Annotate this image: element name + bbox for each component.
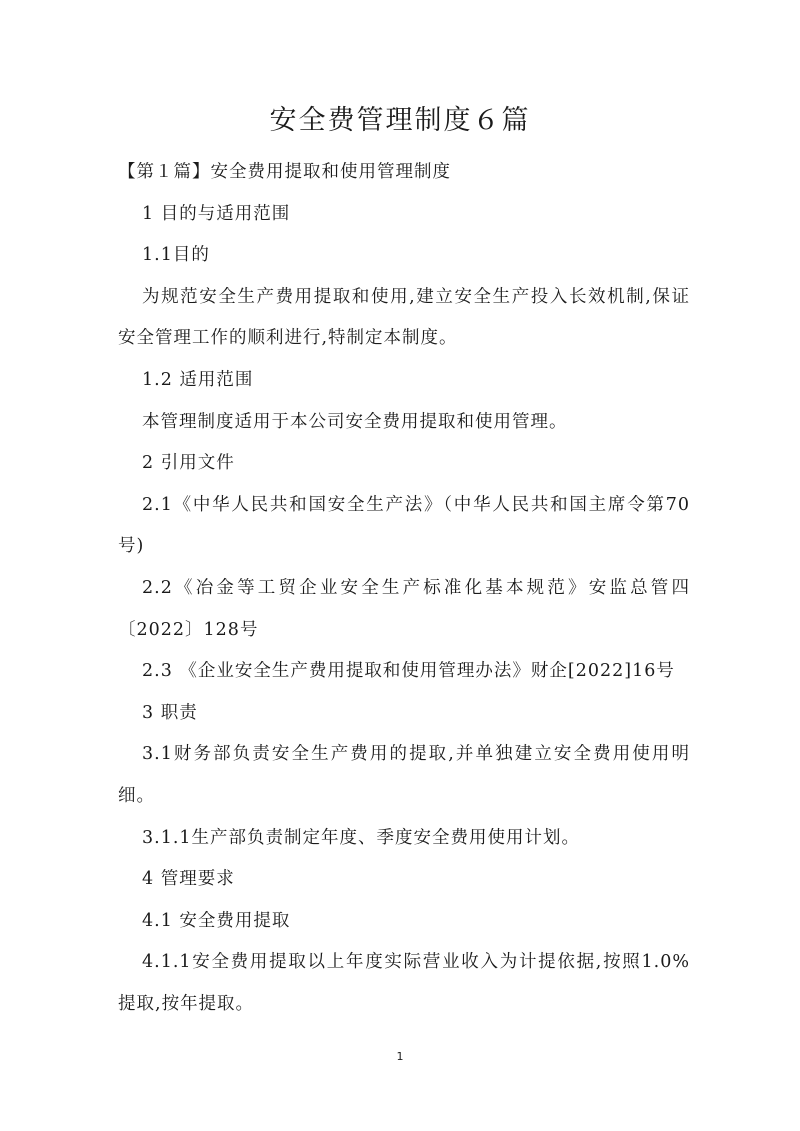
paragraph-duty-3-1-1: 3.1.1生产部负责制定年度、季度安全费用使用计划。 xyxy=(142,827,581,848)
paragraph-heading-4: 4 管理要求 xyxy=(142,869,235,890)
paragraph-heading-1-2: 1.2 适用范围 xyxy=(142,369,254,390)
document-title: 安全费管理制度６篇 xyxy=(269,105,531,136)
paragraph-duty-3-1: 3.1财务部负责安全生产费用的提取,并单独建立安全费用使用明细。 xyxy=(118,744,690,806)
paragraph-purpose: 为规范安全生产费用提取和使用,建立安全生产投入长效机制,保证安全管理工作的顺利进行,特制定本制度。 xyxy=(118,286,690,349)
paragraph-heading-1: 1 目的与适用范围 xyxy=(142,203,291,224)
paragraph-heading-2: 2 引用文件 xyxy=(142,453,235,474)
page-number: 1 xyxy=(396,1050,404,1063)
paragraph-heading-4-1: 4.1 安全费用提取 xyxy=(142,910,291,931)
paragraph-section-heading: 【第１篇】安全费用提取和使用管理制度 xyxy=(118,162,451,182)
paragraph-heading-1-1: 1.1目的 xyxy=(142,245,210,266)
paragraph-heading-3: 3 职责 xyxy=(142,702,198,723)
paragraph-reference-2-3: 2.3 《企业安全生产费用提取和使用管理办法》财企[2022]16号 xyxy=(142,661,675,682)
document-body xyxy=(118,152,690,1025)
paragraph-scope: 本管理制度适用于本公司安全费用提取和使用管理。 xyxy=(142,411,568,432)
paragraph-requirement-4-1-1: 4.1.1安全费用提取以上年度实际营业收入为计提依据,按照1.0%提取,按年提取。 xyxy=(118,952,690,1014)
paragraph-reference-2-2: 2.2《冶金等工贸企业安全生产标准化基本规范》安监总管四〔2022〕128号 xyxy=(118,577,690,640)
paragraph-reference-2-1: 2.1《中华人民共和国安全生产法》（中华人民共和国主席令第70号) xyxy=(118,494,690,557)
